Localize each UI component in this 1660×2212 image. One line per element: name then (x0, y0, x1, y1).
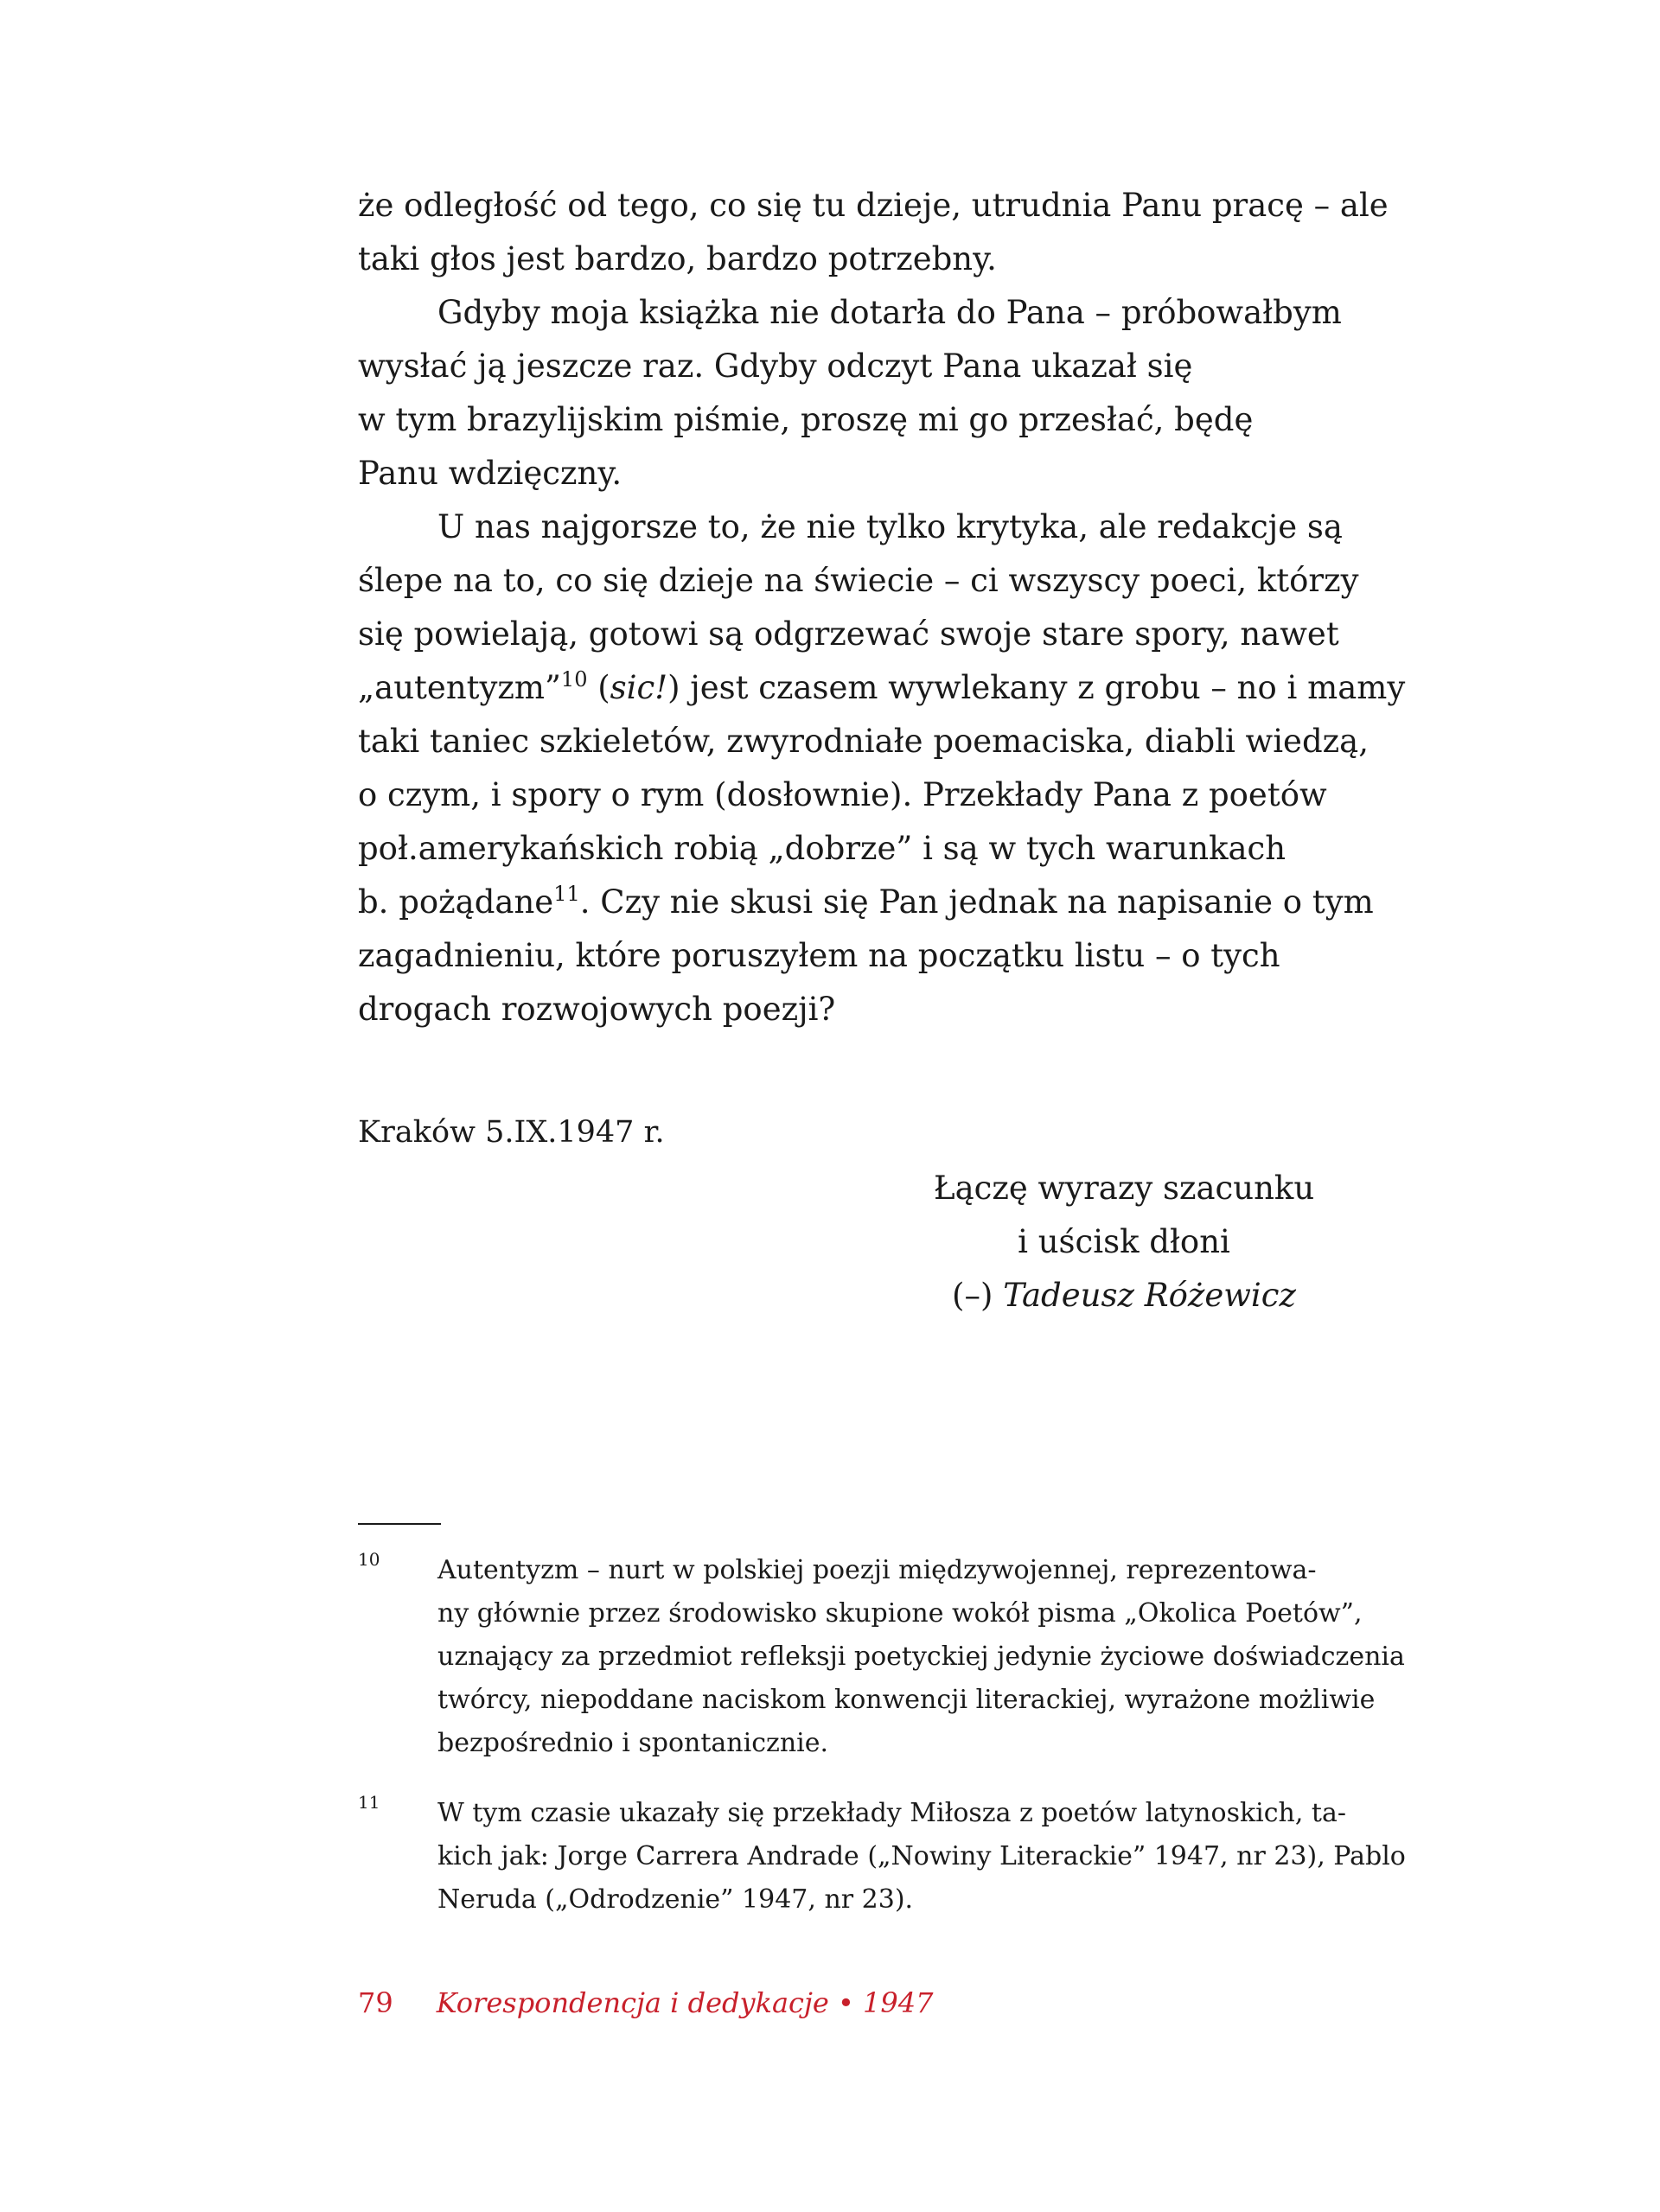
closing-line: Łączę wyrazy szacunku (933, 1170, 1315, 1207)
text-segment: ) jest czasem wywlekany z grobu – no i mamy (667, 669, 1406, 706)
footnote-line: uznający za przedmiot refleksji poetyckiej jedynie życiowe doświadczenia (437, 1641, 1405, 1672)
text-line: drogach rozwojowych poezji? (358, 991, 836, 1028)
signature-prefix: (–) (952, 1277, 1004, 1314)
text-line: się powielają, gotowi są odgrzewać swoje stare spory, nawet (358, 615, 1339, 653)
letter-body (358, 179, 1406, 1036)
footnote-line: ny głównie przez środowisko skupione wokół pisma „Okolica Poetów”, (437, 1598, 1363, 1629)
footnote-line: twórcy, niepoddane naciskom konwencji literackiej, wyrażone możliwie (437, 1685, 1376, 1715)
page-number: 79 (358, 1986, 393, 2019)
signature-name: Tadeusz Różewicz (1003, 1277, 1296, 1314)
text-segment: b. pożądane (358, 883, 554, 921)
text-segment: ( (587, 669, 610, 706)
footnote-text (437, 1549, 1405, 1765)
footnote-ref-10: 10 (560, 667, 588, 692)
sic-note: sic! (610, 669, 668, 706)
running-title: Korespondencja i dedykacje • 1947 (436, 1986, 934, 2019)
footnote-number: 10 (358, 1549, 380, 1570)
text-line: ślepe na to, co się dzieje na świecie – ci wszyscy poeci, którzy (358, 562, 1359, 599)
text-line: że odległość od tego, co się tu dzieje, utrudnia Panu pracę – ale (358, 187, 1389, 224)
text-line-autentyzm (358, 661, 1406, 715)
footnote-line: Autentyzm – nurt w polskiej poezji międzywojennej, reprezentowa- (437, 1555, 1317, 1585)
text-line: w tym brazylijskim piśmie, proszę mi go przesłać, będę (358, 401, 1254, 438)
text-line: poł.amerykańskich robią „dobrze” i są w tych warunkach (358, 830, 1286, 867)
text-line: o czym, i spory o rym (dosłownie). Przekłady Pana z poetów (358, 776, 1327, 813)
footnote-line: kich jak: Jorge Carrera Andrade („Nowiny Literackie” 1947, nr 23), Pablo (437, 1841, 1406, 1871)
text-line: Gdyby moja książka nie dotarła do Pana – próbowałbym (437, 294, 1342, 331)
text-line: zagadnieniu, które poruszyłem na początku listu – o tych (358, 937, 1280, 974)
text-line: wysłać ją jeszcze raz. Gdyby odczyt Pana ukazał się (358, 347, 1193, 385)
running-footer (358, 1984, 933, 2022)
text-line: taki taniec szkieletów, zwyrodniałe poemaciska, diabli wiedzą, (358, 723, 1369, 760)
letter-closing (899, 1162, 1349, 1323)
text-line-pozadane (358, 876, 1374, 929)
dateline: Kraków 5.IX.1947 r. (358, 1115, 665, 1150)
text-line: taki głos jest bardzo, bardzo potrzebny. (358, 240, 997, 277)
footnote-line: Neruda („Odrodzenie” 1947, nr 23). (437, 1884, 914, 1915)
text-segment: . Czy nie skusi się Pan jednak na napisanie o tym (579, 883, 1374, 921)
signature (899, 1269, 1349, 1323)
text-line: U nas najgorsze to, że nie tylko krytyka, ale redakcje są (437, 508, 1343, 545)
footnote-text (437, 1792, 1406, 1922)
footnote-ref-11: 11 (553, 882, 580, 906)
autentyzm-term: „autentyzm” (358, 669, 561, 706)
footnote-separator (358, 1523, 441, 1525)
text-line: Panu wdzięczny. (358, 455, 622, 492)
footnote-line: W tym czasie ukazały się przekłady Miłosza z poetów latynoskich, ta- (437, 1798, 1347, 1828)
footnote-10 (358, 1549, 1405, 1765)
footnote-number: 11 (358, 1792, 380, 1813)
closing-line: i uścisk dłoni (1018, 1223, 1230, 1260)
footnote-line: bezpośrednio i spontanicznie. (437, 1728, 829, 1758)
footnote-11 (358, 1792, 1406, 1922)
